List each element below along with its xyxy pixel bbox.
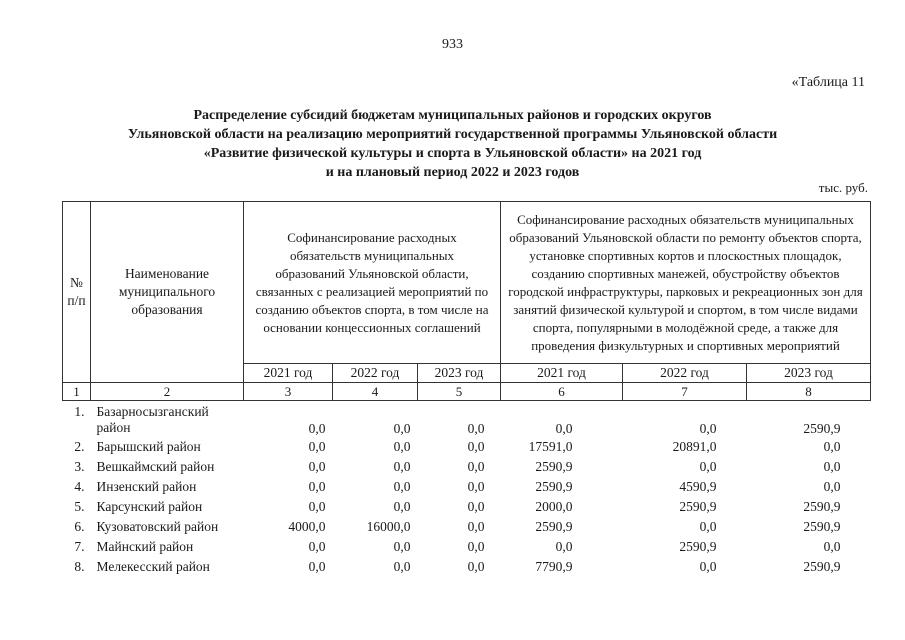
municipality-name: Майнский район	[96, 538, 194, 554]
value-cell: 16000,0	[366, 518, 411, 534]
column-index: 3	[244, 383, 333, 401]
value-cell: 0,0	[699, 458, 717, 474]
value-cell: 2590,9	[803, 420, 841, 436]
subsidy-table	[62, 201, 871, 577]
row-number: 3.	[74, 458, 85, 474]
table-row	[63, 401, 871, 437]
table-row	[63, 437, 871, 457]
value-cell: 0,0	[308, 498, 326, 514]
value-cell: 0,0	[823, 458, 841, 474]
municipality-name: Базарносызганский район	[96, 404, 209, 435]
value-cell: 0,0	[699, 420, 717, 436]
title-line: Распределение субсидий бюджетам муниципальных районов и городских округов	[193, 108, 712, 123]
value-cell: 0,0	[393, 498, 411, 514]
row-number: 7.	[74, 538, 85, 554]
table-reference: «Таблица 11	[791, 75, 865, 90]
header-year: 2022 год	[623, 364, 747, 383]
value-cell: 0,0	[555, 538, 573, 554]
municipality-name: Вешкаймский район	[96, 458, 215, 474]
value-cell: 2590,9	[535, 518, 573, 534]
table-row	[63, 517, 871, 537]
value-cell: 0,0	[467, 458, 485, 474]
value-cell: 0,0	[699, 558, 717, 574]
value-cell: 0,0	[308, 478, 326, 494]
document-title	[60, 106, 845, 182]
value-cell: 0,0	[393, 478, 411, 494]
title-line: Ульяновской области на реализацию мероприятий государственной программы Ульяновской области	[127, 127, 778, 142]
row-number: 8.	[74, 558, 85, 574]
column-index: 8	[747, 383, 871, 401]
header-year: 2023 год	[747, 364, 871, 383]
value-cell: 0,0	[467, 558, 485, 574]
table-row	[63, 477, 871, 497]
value-cell: 0,0	[555, 420, 573, 436]
value-cell: 0,0	[308, 458, 326, 474]
value-cell: 4590,9	[679, 478, 717, 494]
value-cell: 0,0	[467, 518, 485, 534]
header-name: Наименование муниципального образования	[91, 202, 244, 383]
header-year: 2022 год	[333, 364, 418, 383]
value-cell: 2590,9	[535, 458, 573, 474]
value-cell: 0,0	[823, 438, 841, 454]
column-index: 4	[333, 383, 418, 401]
value-cell: 0,0	[393, 558, 411, 574]
header-group-construction: Софинансирование расходных обязательств муниципальных образований Ульяновской области, связанных с реализацией мероприятий по созданию объектов спорта, в том числе на основании концессионных соглашений	[244, 202, 501, 364]
value-cell: 2590,9	[803, 518, 841, 534]
value-cell: 0,0	[308, 420, 326, 436]
value-cell: 0,0	[393, 420, 411, 436]
value-cell: 2000,0	[535, 498, 573, 514]
value-cell: 4000,0	[288, 518, 326, 534]
value-cell: 2590,9	[803, 498, 841, 514]
municipality-name: Карсунский район	[96, 498, 203, 514]
table-row	[63, 557, 871, 577]
row-number: 1.	[74, 404, 85, 419]
value-cell: 0,0	[393, 438, 411, 454]
header-num: № п/п	[63, 202, 91, 383]
column-index: 5	[418, 383, 501, 401]
value-cell: 0,0	[393, 538, 411, 554]
municipality-name: Кузоватовский район	[96, 518, 219, 534]
value-cell: 0,0	[467, 478, 485, 494]
column-index-row	[63, 383, 871, 401]
value-cell: 17591,0	[528, 438, 573, 454]
table-body	[63, 401, 871, 577]
value-cell: 7790,9	[535, 558, 573, 574]
row-number: 4.	[74, 478, 85, 494]
page-number: 933	[442, 37, 463, 52]
header-year: 2021 год	[501, 364, 623, 383]
title-line: и на плановый период 2022 и 2023 годов	[325, 165, 580, 180]
row-number: 5.	[74, 498, 85, 514]
value-cell: 0,0	[393, 458, 411, 474]
value-cell: 0,0	[467, 538, 485, 554]
municipality-name: Барышский район	[96, 438, 201, 454]
value-cell: 0,0	[308, 558, 326, 574]
table-header	[63, 202, 871, 383]
value-cell: 2590,9	[535, 478, 573, 494]
column-index: 6	[501, 383, 623, 401]
value-cell: 0,0	[823, 478, 841, 494]
table-row	[63, 457, 871, 477]
header-year: 2021 год	[244, 364, 333, 383]
municipality-name: Инзенский район	[96, 478, 197, 494]
value-cell: 2590,9	[803, 558, 841, 574]
municipality-name: Мелекесский район	[96, 558, 210, 574]
value-cell: 2590,9	[679, 498, 717, 514]
column-index: 7	[623, 383, 747, 401]
value-cell: 0,0	[467, 420, 485, 436]
row-number: 6.	[74, 518, 85, 534]
value-cell: 0,0	[467, 498, 485, 514]
column-index: 1	[63, 383, 91, 401]
header-year: 2023 год	[418, 364, 501, 383]
value-cell: 0,0	[308, 438, 326, 454]
value-cell: 0,0	[467, 438, 485, 454]
value-cell: 0,0	[308, 538, 326, 554]
table-row	[63, 497, 871, 517]
value-cell: 0,0	[699, 518, 717, 534]
header-group-repair: Софинансирование расходных обязательств муниципальных образований Ульяновской области по ремонту объектов спорта, установке спортивных кортов и плоскостных площадок, созданию спортивных манежей, обустройству объектов городской инфраструктуры, парковых и рекреационных зон для занятий физической культурой и спортом, в том числе видами спорта, популярными в молодёжной среде, а также для проведения физкультурных и спортивных мероприятий	[501, 202, 871, 364]
value-cell: 0,0	[823, 538, 841, 554]
column-index: 2	[91, 383, 244, 401]
value-cell: 2590,9	[679, 538, 717, 554]
table-row	[63, 537, 871, 557]
row-number: 2.	[74, 438, 85, 454]
units-label: тыс. руб.	[818, 180, 868, 195]
value-cell: 20891,0	[672, 438, 717, 454]
title-line: «Развитие физической культуры и спорта в Ульяновской области» на 2021 год	[203, 146, 702, 161]
